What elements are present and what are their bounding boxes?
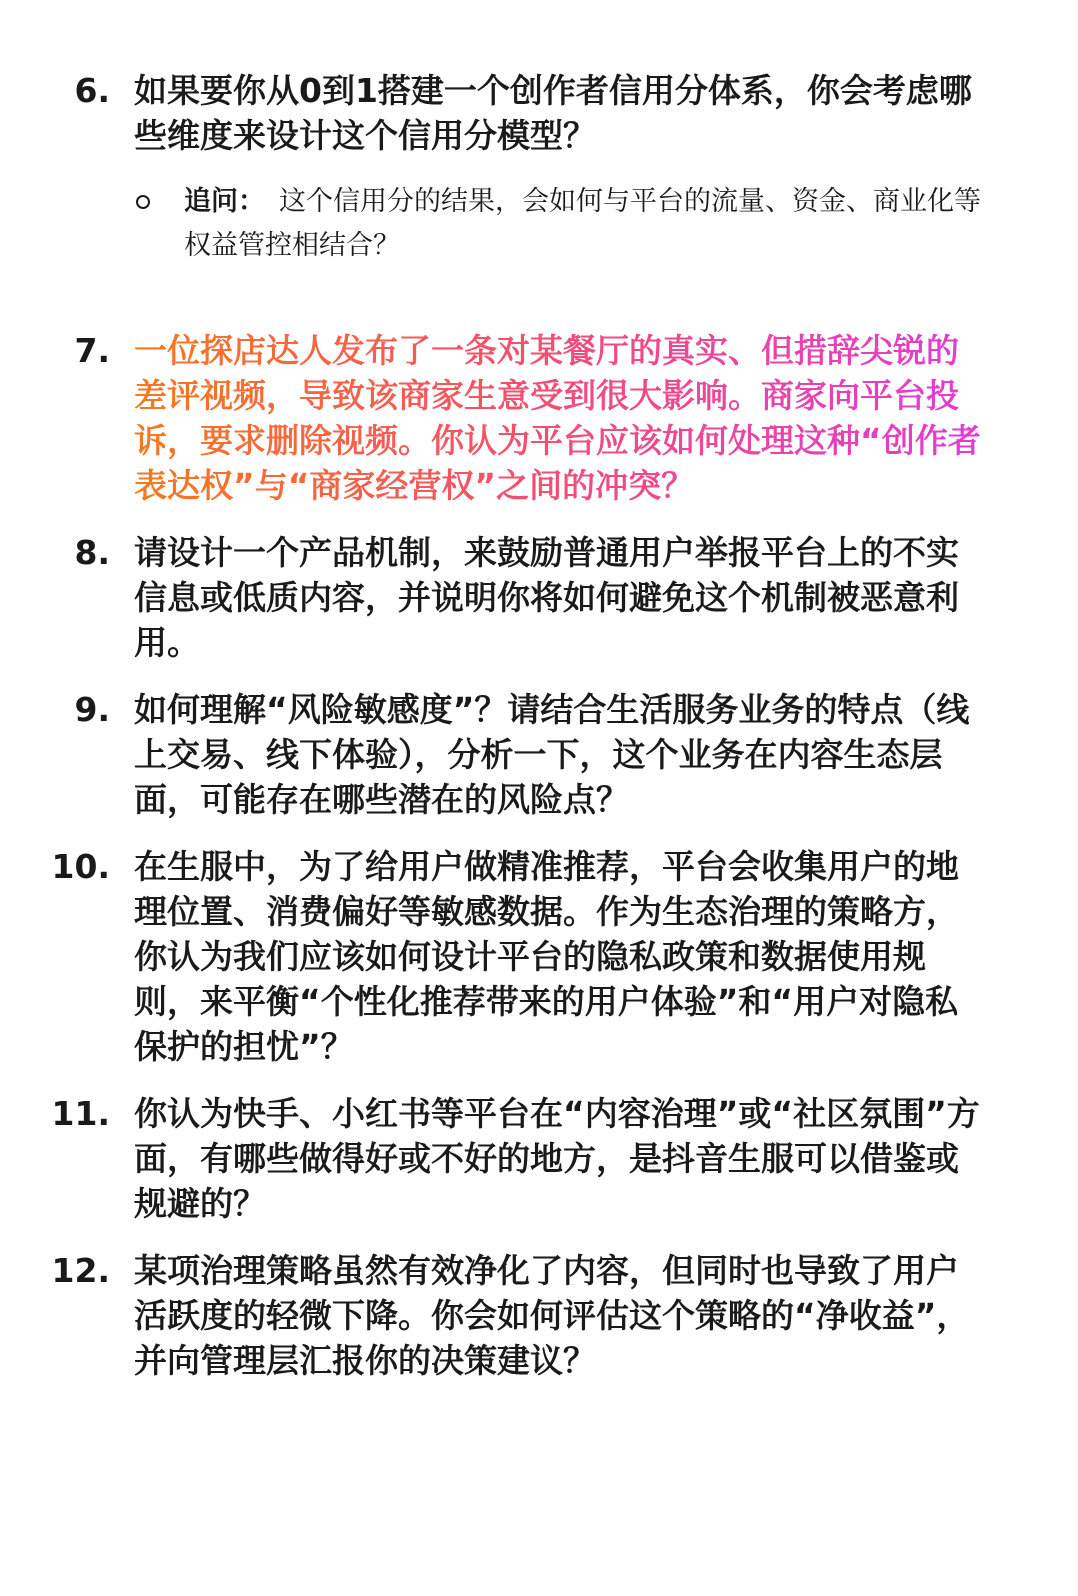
question-number: 9. [74, 690, 110, 729]
question-text: 如何理解“风险敏感度”？请结合生活服务业务的特点（线上交易、线下体验），分析一下，这个业务在内容生态层面，可能存在哪些潜在的风险点？ [134, 690, 970, 819]
question-text: 某项治理策略虽然有效净化了内容，但同时也导致了用户活跃度的轻微下降。你会如何评估这个策略的“净收益”，并向管理层汇报你的决策建议？ [134, 1251, 970, 1380]
followup-item [0, 180, 1078, 268]
question-number: 11. [51, 1094, 110, 1133]
question-text: 请设计一个产品机制，来鼓励普通用户举报平台上的不实信息或低质内容，并说明你将如何避免这个机制被恶意利用。 [134, 533, 959, 662]
question-number: 8. [74, 533, 110, 572]
question-12 [0, 1248, 1078, 1383]
question-text-highlighted: 一位探店达人发布了一条对某餐厅的真实、但措辞尖锐的差评视频，导致该商家生意受到很大影响。商家向平台投诉，要求删除视频。你认为平台应该如何处理这种“创作者表达权”与“商家经营权”之间的冲突？ [134, 328, 982, 508]
question-text: 你认为快手、小红书等平台在“内容治理”或“社区氛围”方面，有哪些做得好或不好的地方，是抖音生服可以借鉴或规避的？ [134, 1094, 980, 1223]
question-text [134, 844, 982, 1069]
question-9 [0, 687, 1078, 822]
followup-label: 追问： [184, 186, 265, 217]
question-text-part: ，来平衡“个性化推荐带来的用户体验”和“用户对隐私保护的担忧”？ [134, 982, 959, 1066]
question-11 [0, 1091, 1078, 1226]
question-6 [0, 68, 1078, 158]
question-10 [0, 844, 1078, 1069]
question-text: 如果要你从0到1搭建一个创作者信用分体系，你会考虑哪些维度来设计这个信用分模型？ [134, 71, 972, 155]
question-number: 10. [51, 847, 110, 886]
question-number: 12. [51, 1251, 110, 1290]
hollow-bullet-icon [136, 195, 150, 209]
question-8 [0, 530, 1078, 665]
question-text-emphasis: 设计平台的隐私政策和数据使用规则 [134, 937, 926, 1021]
question-text-part: 在生服中，为了给用户做精准推荐，平台会收集用户的地理位置、消费偏好等敏感数据。作为生态治理的策略方，你认为我们应该如何 [134, 847, 959, 976]
question-number: 6. [74, 71, 110, 110]
question-number: 7. [74, 331, 110, 370]
question-7 [0, 328, 1078, 508]
followup-text: 这个信用分的结果，会如何与平台的流量、资金、商业化等权益管控相结合？ [184, 186, 981, 261]
